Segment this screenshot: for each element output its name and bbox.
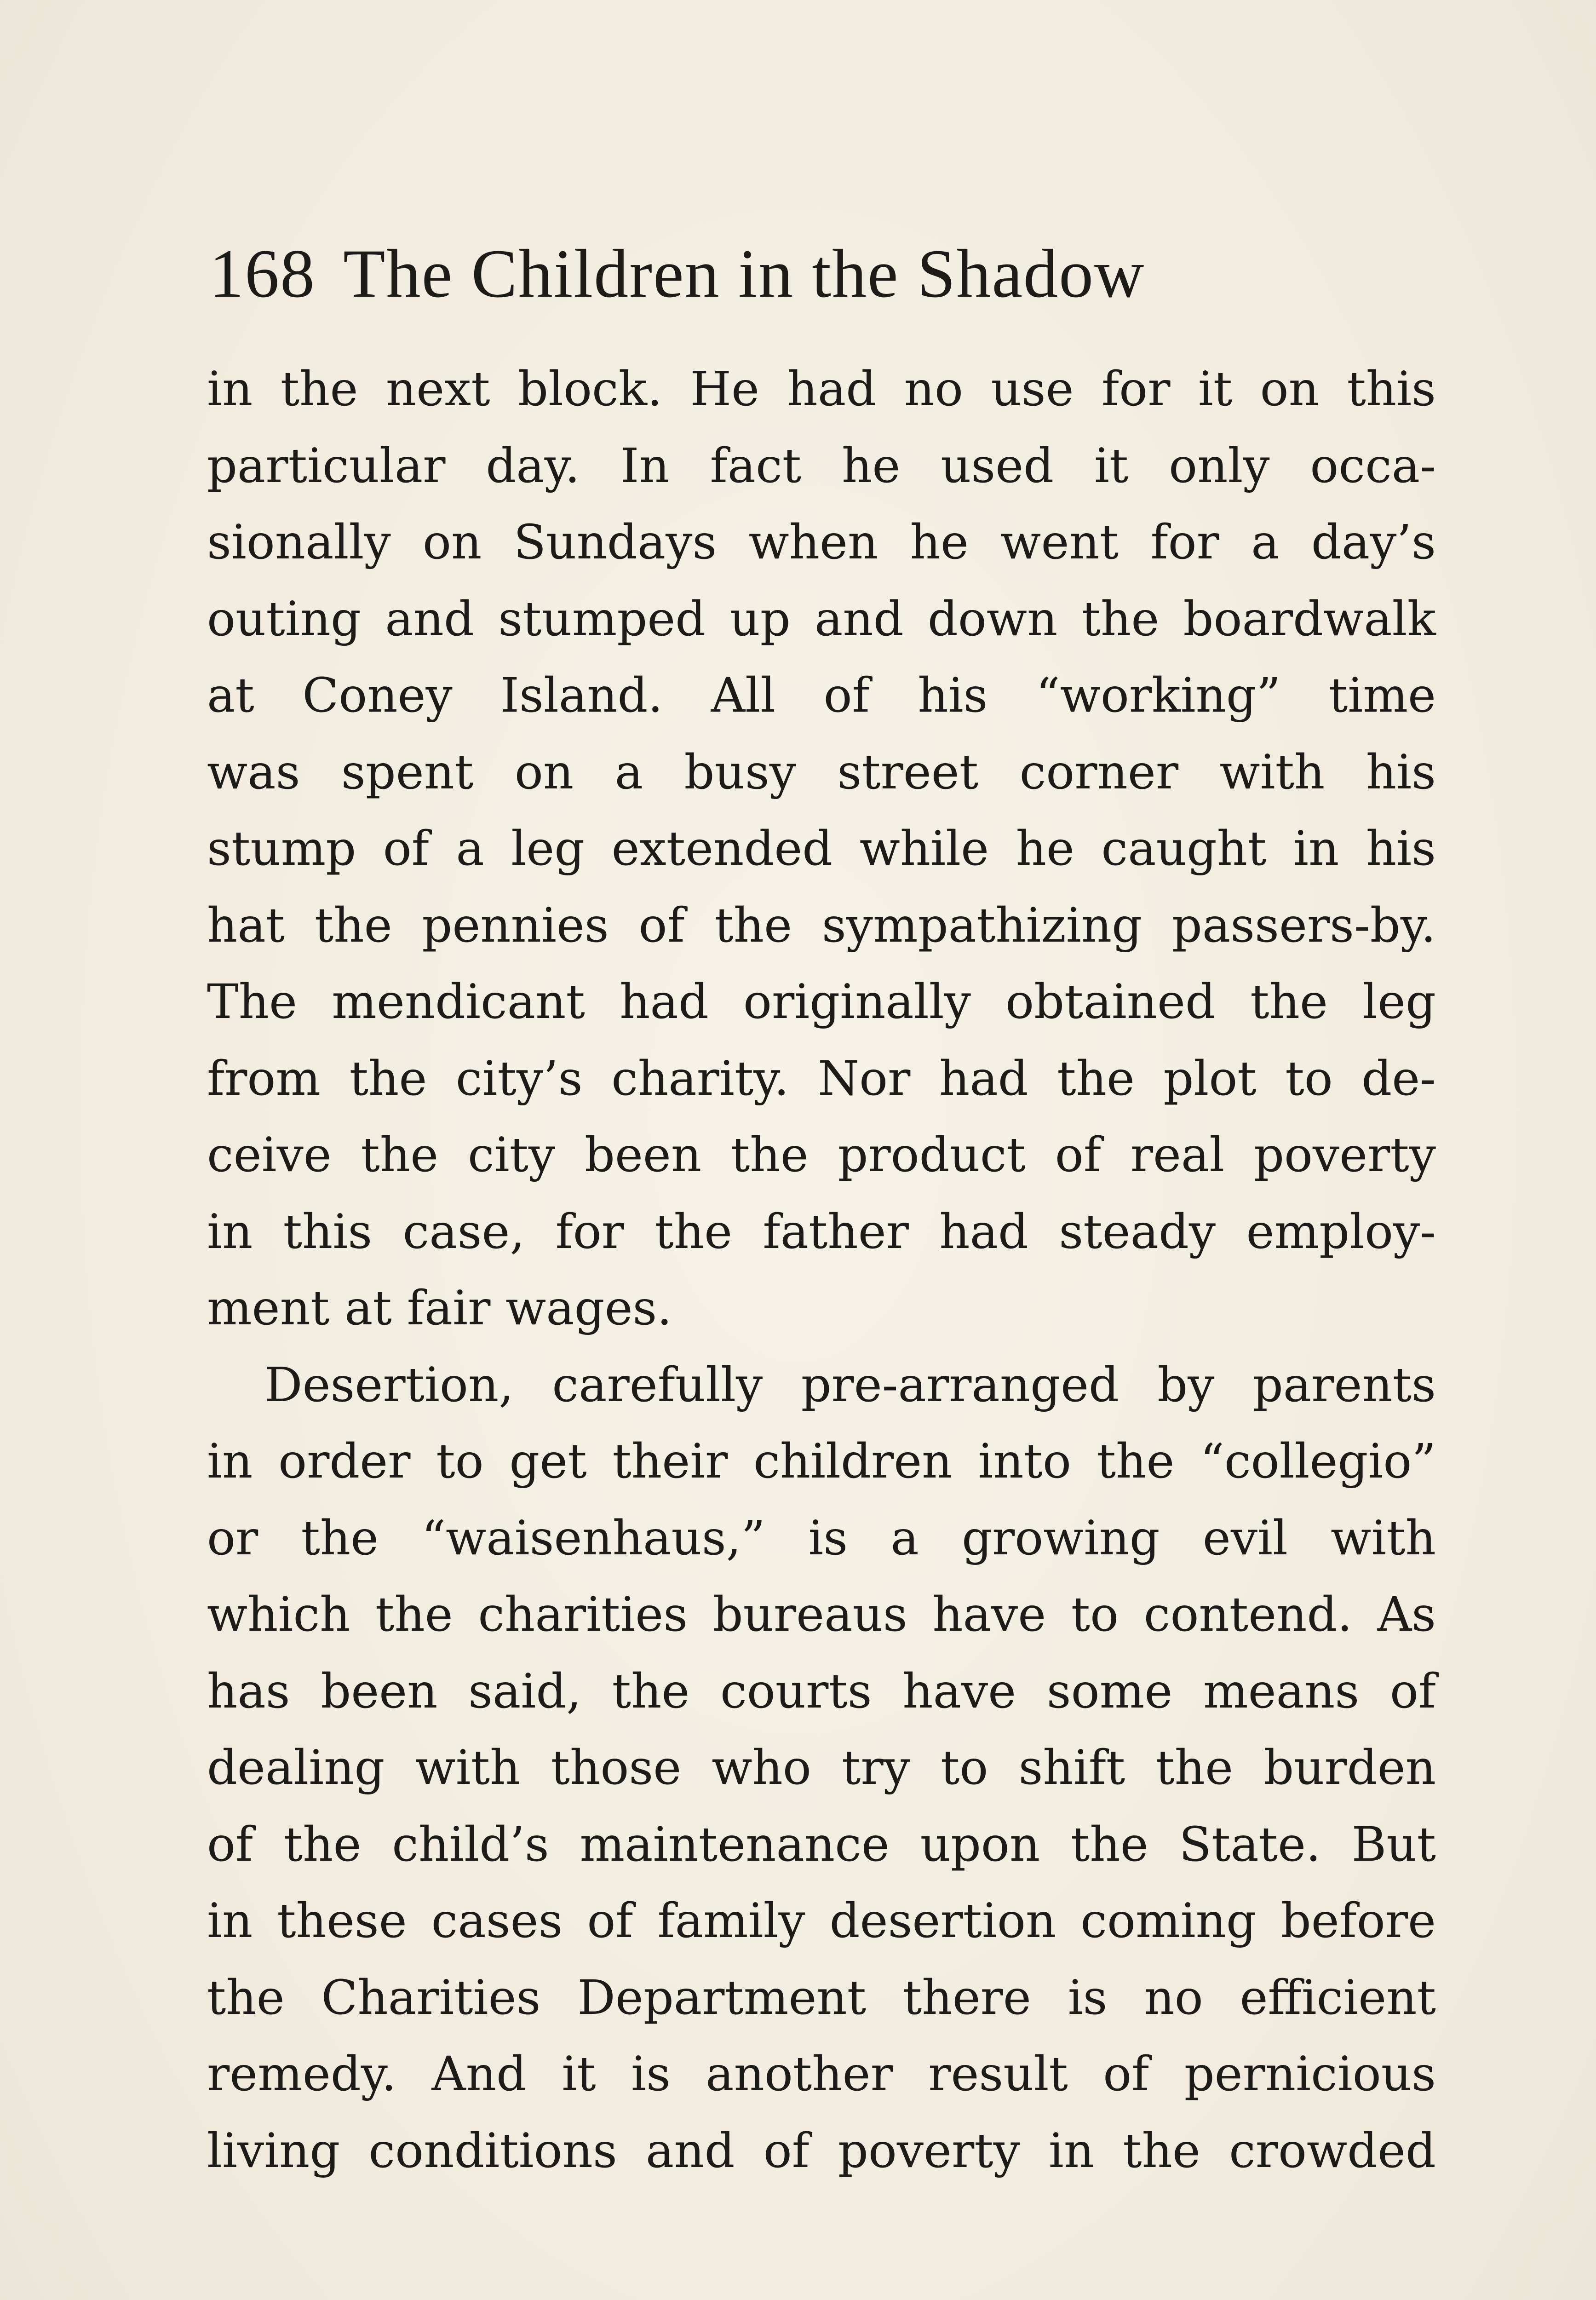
text-line: of the child’s maintenance upon the State. But bbox=[207, 1817, 1436, 1872]
paragraph-start-line: Desertion, carefully pre-arranged by parents bbox=[264, 1357, 1436, 1413]
text-line: in this case, for the father had steady employ- bbox=[207, 1204, 1436, 1259]
text-line: the Charities Department there is no efficient bbox=[207, 1970, 1436, 2025]
text-line: in the next block. He had no use for it on this bbox=[207, 362, 1436, 417]
text-line: or the “waisenhaus,” is a growing evil with bbox=[207, 1510, 1436, 1566]
page-header bbox=[209, 236, 1145, 312]
body-text bbox=[207, 351, 1436, 2189]
text-line: in these cases of family desertion coming before bbox=[207, 1893, 1436, 1949]
text-line: has been said, the courts have some means of bbox=[207, 1663, 1436, 1719]
text-line: particular day. In fact he used it only occa- bbox=[207, 438, 1436, 494]
text-line: which the charities bureaus have to contend. As bbox=[207, 1587, 1436, 1642]
text-line: living conditions and of poverty in the crowded bbox=[207, 2123, 1436, 2179]
text-line: The mendicant had originally obtained the leg bbox=[207, 974, 1436, 1029]
text-line: was spent on a busy street corner with his bbox=[207, 744, 1436, 800]
running-title: The Children in the Shadow bbox=[343, 236, 1145, 312]
text-line: outing and stumped up and down the boardwalk bbox=[207, 591, 1436, 647]
page-number: 168 bbox=[209, 236, 316, 312]
text-line: sionally on Sundays when he went for a day’s bbox=[207, 515, 1436, 570]
text-line: remedy. And it is another result of pernicious bbox=[207, 2047, 1436, 2102]
text-line: in order to get their children into the “collegio” bbox=[207, 1434, 1436, 1489]
text-line: hat the pennies of the sympathizing passers-by. bbox=[207, 897, 1436, 953]
text-line: at Coney Island. All of his “working” time bbox=[207, 668, 1436, 723]
paragraph-end-line: ment at fair wages. bbox=[207, 1281, 672, 1336]
text-line: dealing with those who try to shift the burden bbox=[207, 1740, 1436, 1795]
text-line: from the city’s charity. Nor had the plot to de- bbox=[207, 1051, 1436, 1106]
text-line: stump of a leg extended while he caught in his bbox=[207, 821, 1436, 876]
text-line: ceive the city been the product of real poverty bbox=[207, 1127, 1436, 1183]
